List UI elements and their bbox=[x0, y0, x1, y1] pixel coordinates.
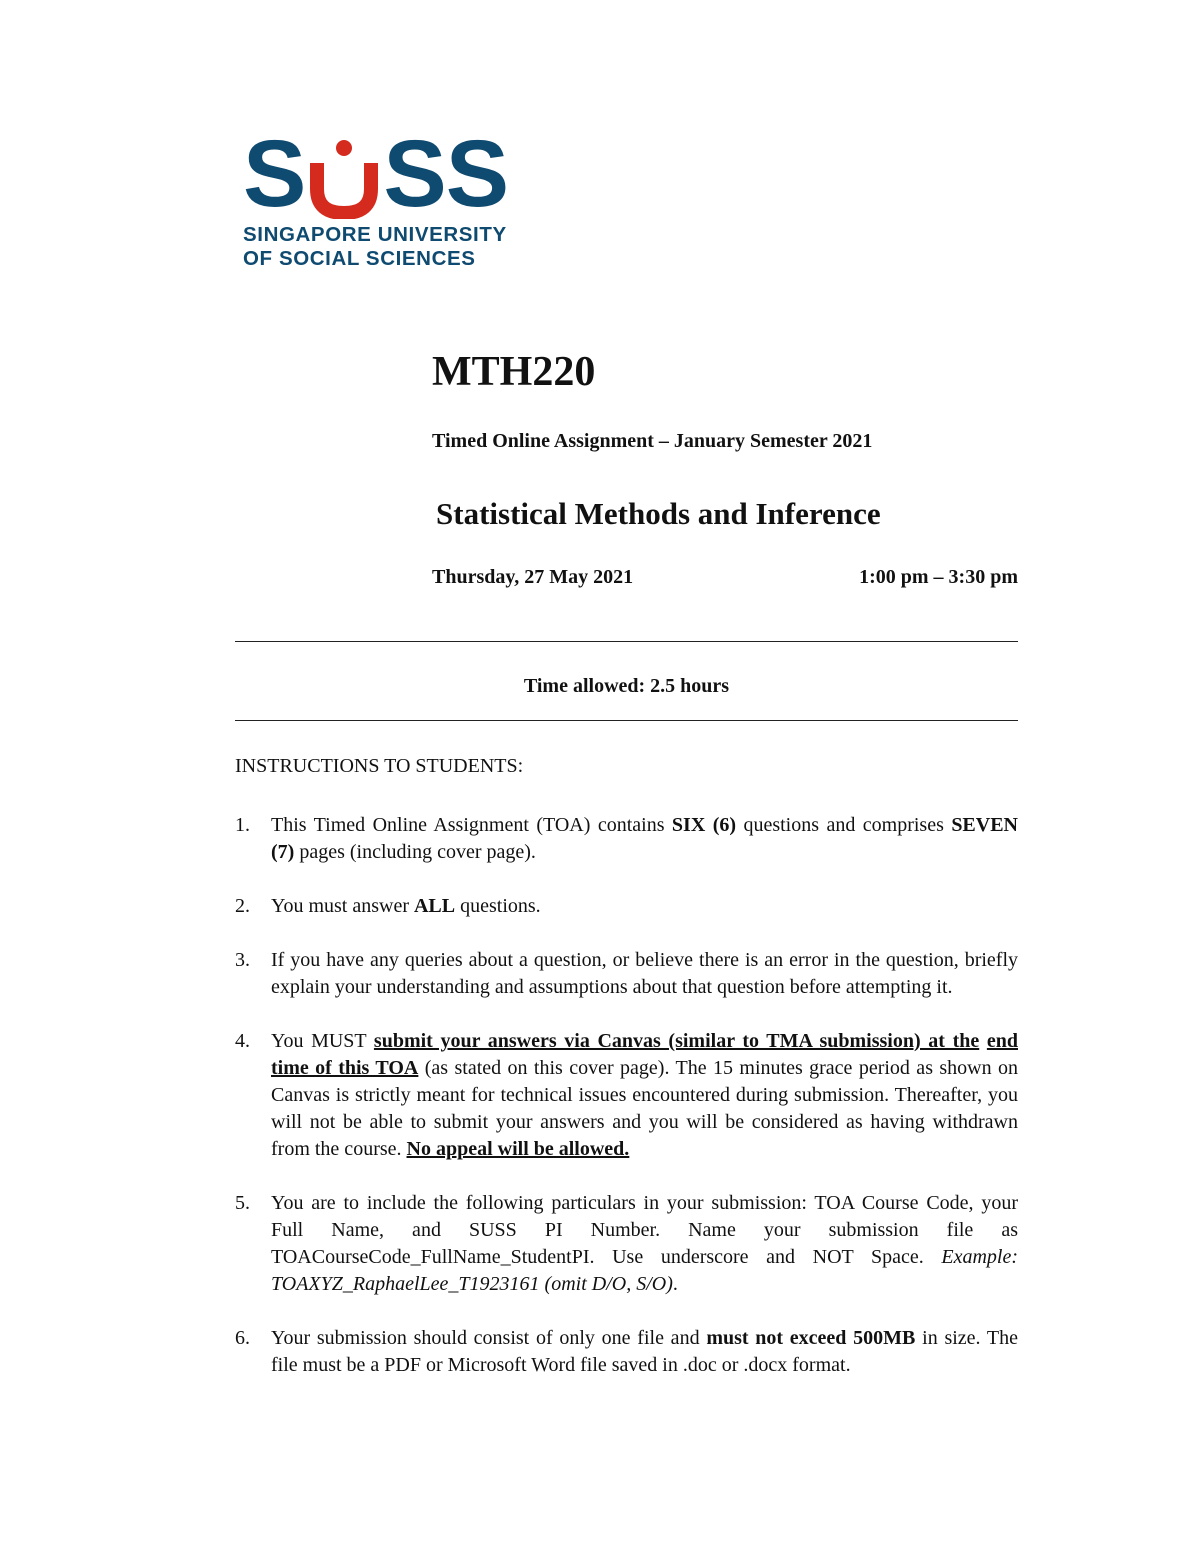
instruction-text-run: If you have any queries about a question, or believe there is an error in the question, briefly explain your understanding and assumptions about that question before attempting it. bbox=[271, 949, 1018, 998]
instruction-text bbox=[271, 812, 1018, 866]
instruction-text-run bbox=[979, 1030, 987, 1052]
instruction-text-run: You MUST bbox=[271, 1030, 374, 1052]
instruction-text bbox=[271, 1325, 1018, 1379]
instruction-text-run: SIX (6) bbox=[671, 814, 737, 836]
instruction-text-run: Example: TOAXYZ_RaphaelLee_T1923161 (omit D/O, S/O) bbox=[271, 1246, 1018, 1295]
instruction-number: 6. bbox=[235, 1327, 250, 1349]
instruction-text-run: You are to include the following particulars in your submission: TOA Course Code, your Full Name, and SUSS PI Number. Name your submission file as TOACourseCode_FullName_StudentPI. Use underscore and NOT Space. bbox=[271, 1192, 1018, 1268]
instruction-text-run: must not exceed 500MB bbox=[706, 1327, 916, 1349]
logo-wordmark bbox=[243, 121, 523, 227]
instruction-text-run: This Timed Online Assignment (TOA) contains bbox=[271, 814, 672, 836]
instruction-text-run: pages (including cover page). bbox=[294, 841, 536, 863]
instruction-number: 4. bbox=[235, 1030, 250, 1052]
instruction-text bbox=[271, 1028, 1018, 1163]
divider-bottom bbox=[235, 720, 1018, 721]
logo-letter-s3: S bbox=[445, 121, 509, 227]
instruction-number: 5. bbox=[235, 1192, 250, 1214]
instruction-number: 3. bbox=[235, 949, 250, 971]
instruction-text-run: submit your answers via Canvas (similar to TMA submission) at the bbox=[373, 1030, 980, 1052]
semester-label: Timed Online Assignment – January Semester 2021 bbox=[432, 430, 873, 452]
logo-letter-s2: S bbox=[383, 121, 446, 227]
course-code: MTH220 bbox=[432, 349, 596, 395]
logo-line-1: SINGAPORE UNIVERSITY bbox=[243, 223, 507, 246]
instruction-text-run: . bbox=[672, 1273, 678, 1295]
instruction-text-run: (as stated on this cover page). The 15 minutes grace period as shown on Canvas is strictly meant for technical issues encountered during submission. Thereafter, you will not be able to submit your answers and you will be considered as having withdrawn from the course. bbox=[271, 1057, 1018, 1160]
instruction-number: 2. bbox=[235, 895, 250, 917]
course-title: Statistical Methods and Inference bbox=[436, 496, 881, 531]
instruction-text bbox=[271, 893, 1018, 920]
logo-letter-s1: S bbox=[243, 121, 306, 227]
divider-top bbox=[235, 641, 1018, 642]
instruction-text-run: questions. bbox=[455, 895, 541, 917]
instruction-text-run: SEVEN (7) bbox=[271, 814, 1019, 863]
instruction-text-run: end time of this TOA bbox=[271, 1030, 1018, 1079]
instruction-text-run: Your submission should consist of only one file and bbox=[271, 1327, 707, 1349]
instruction-item bbox=[235, 1325, 1018, 1379]
instruction-item bbox=[235, 893, 1018, 920]
exam-time: 1:00 pm – 3:30 pm bbox=[859, 566, 1018, 588]
instruction-text-run: You must answer bbox=[271, 895, 414, 917]
instruction-item bbox=[235, 947, 1018, 1001]
instruction-text-run: No appeal will be allowed. bbox=[406, 1138, 630, 1160]
instruction-item bbox=[235, 1028, 1018, 1163]
instruction-item bbox=[235, 1190, 1018, 1298]
suss-logo bbox=[243, 121, 523, 271]
instruction-text bbox=[271, 1190, 1018, 1298]
instruction-text-run: ALL bbox=[413, 895, 456, 917]
instruction-text bbox=[271, 947, 1018, 1001]
instructions-heading: INSTRUCTIONS TO STUDENTS: bbox=[235, 755, 524, 777]
exam-date: Thursday, 27 May 2021 bbox=[432, 566, 634, 588]
instruction-item bbox=[235, 812, 1018, 866]
time-allowed: Time allowed: 2.5 hours bbox=[523, 675, 730, 697]
instruction-text-run: questions and comprises bbox=[736, 814, 952, 836]
instruction-text-run: in size. The file must be a PDF or Microsoft Word file saved in .doc or .docx format. bbox=[271, 1327, 1019, 1376]
logo-u-mark bbox=[309, 139, 379, 215]
logo-line-2: OF SOCIAL SCIENCES bbox=[243, 247, 476, 270]
instructions-list bbox=[235, 812, 1018, 1406]
instruction-number: 1. bbox=[235, 814, 250, 836]
